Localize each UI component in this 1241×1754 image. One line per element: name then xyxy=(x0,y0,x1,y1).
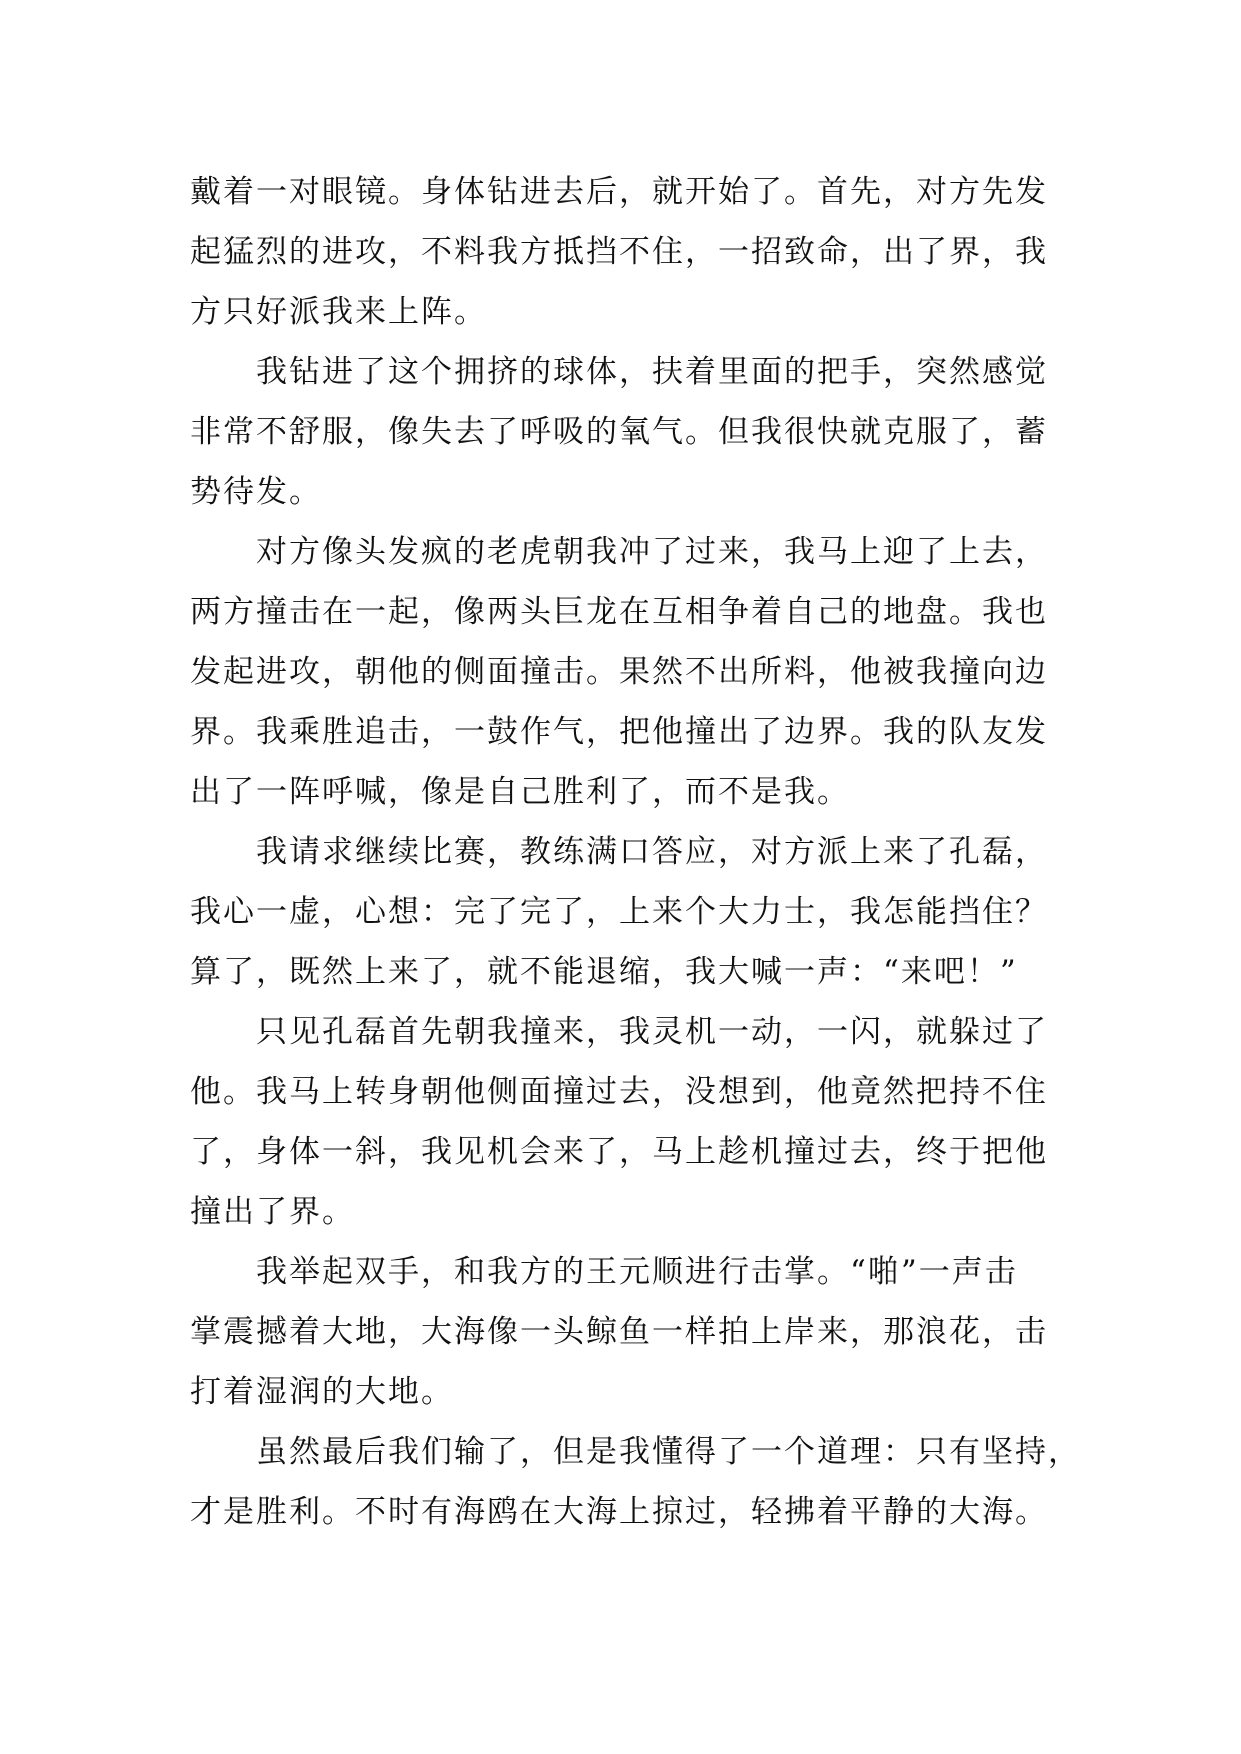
essay-body xyxy=(190,162,1080,1542)
text-line: 掌震撼着大地，大海像一头鲸鱼一样拍上岸来，那浪花，击 xyxy=(190,1314,1048,1350)
paragraph-first-line: 只见孔磊首先朝我撞来，我灵机一动，一闪，就躲过了 xyxy=(256,1014,1048,1050)
text-line: 起猛烈的进攻，不料我方抵挡不住，一招致命，出了界，我 xyxy=(190,234,1048,270)
paragraph-first-line: 我举起双手，和我方的王元顺进行击掌。“啪”一声击 xyxy=(256,1254,1018,1290)
text-line: 方只好派我来上阵。 xyxy=(190,294,487,330)
text-line: 算了，既然上来了，就不能退缩，我大喊一声：“来吧！” xyxy=(190,954,1018,990)
text-line: 势待发。 xyxy=(190,474,322,510)
text-line: 非常不舒服，像失去了呼吸的氧气。但我很快就克服了，蓄 xyxy=(190,414,1048,450)
text-line: 打着湿润的大地。 xyxy=(190,1374,454,1410)
text-line: 了，身体一斜，我见机会来了，马上趁机撞过去，终于把他 xyxy=(190,1134,1048,1170)
text-line: 才是胜利。不时有海鸥在大海上掠过，轻拂着平静的大海。 xyxy=(190,1494,1048,1530)
text-line: 他。我马上转身朝他侧面撞过去，没想到，他竟然把持不住 xyxy=(190,1074,1048,1110)
text-line: 两方撞击在一起，像两头巨龙在互相争着自己的地盘。我也 xyxy=(190,594,1048,630)
paragraph-first-line: 虽然最后我们输了，但是我懂得了一个道理：只有坚持， xyxy=(256,1434,1081,1470)
text-line: 撞出了界。 xyxy=(190,1194,355,1230)
text-line: 界。我乘胜追击，一鼓作气，把他撞出了边界。我的队友发 xyxy=(190,714,1048,750)
text-line: 出了一阵呼喊，像是自己胜利了，而不是我。 xyxy=(190,774,850,810)
text-line: 戴着一对眼镜。身体钻进去后，就开始了。首先，对方先发 xyxy=(190,174,1048,210)
text-line: 我心一虚，心想：完了完了，上来个大力士，我怎能挡住？ xyxy=(190,894,1048,930)
paragraph-first-line: 我请求继续比赛，教练满口答应，对方派上来了孔磊， xyxy=(256,834,1048,870)
text-line: 发起进攻，朝他的侧面撞击。果然不出所料，他被我撞向边 xyxy=(190,654,1048,690)
paragraph-first-line: 对方像头发疯的老虎朝我冲了过来，我马上迎了上去， xyxy=(256,534,1048,570)
paragraph-first-line: 我钻进了这个拥挤的球体，扶着里面的把手，突然感觉 xyxy=(256,354,1048,390)
